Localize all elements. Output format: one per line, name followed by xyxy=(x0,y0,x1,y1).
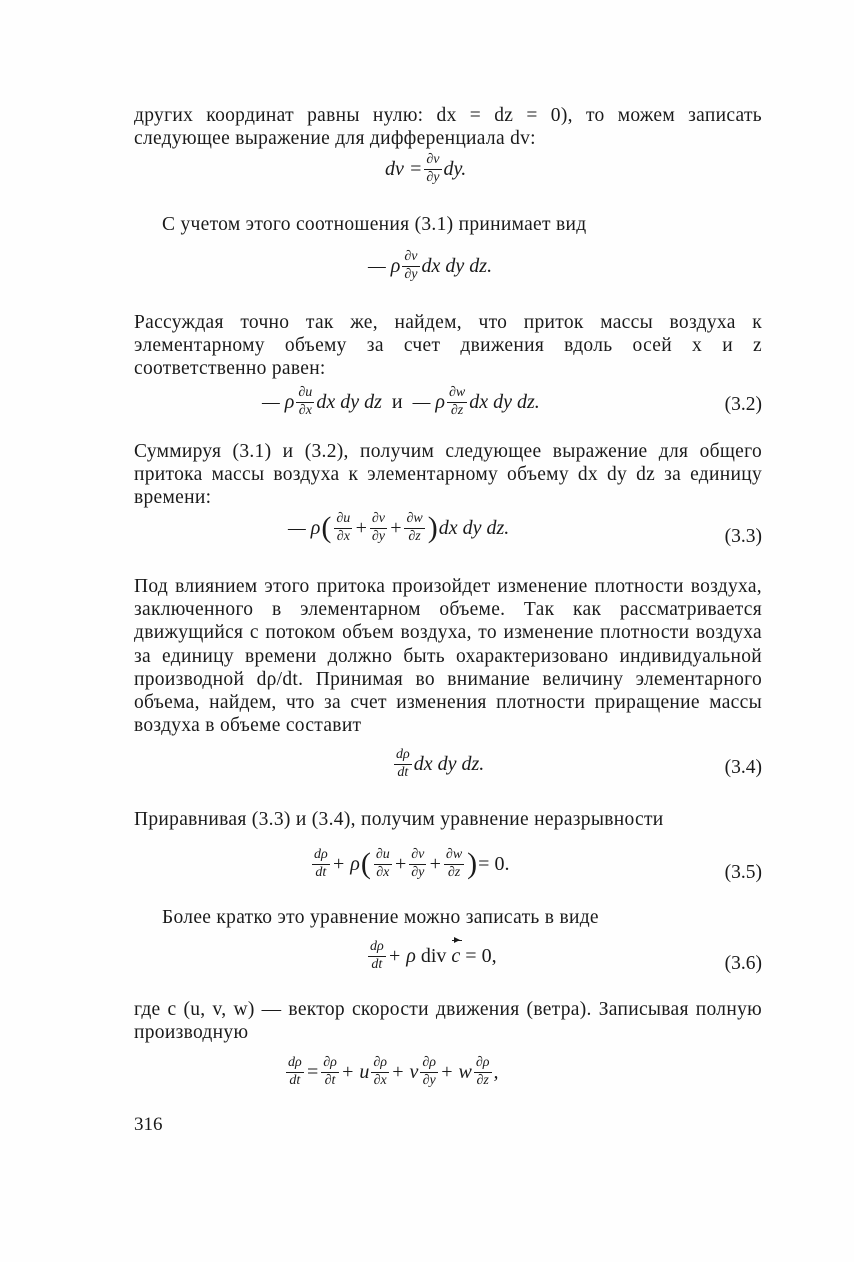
equation-dv: dv = $\frac{\partial v}{\partial y}$ dy. xyxy=(385,152,467,185)
paragraph-inflow-xz: Рассуждая точно так же, найдем, что приток массы воздуха к элементарному объему за счет движения вдоль осей x и z соответственно равен: xyxy=(134,312,762,380)
paragraph-velocity-vector: где c (u, v, w) — вектор скорости движения (ветра). Записывая полную производную xyxy=(134,999,762,1044)
equation-total-derivative: $\frac{d\rho}{dt}$ = $\frac{\partial\rho}{\partial t}$ + u $\frac{\partial\rho}{\partial x}$ + v $\frac{\partial\rho}{\partial y}$ + w $\frac{\partial\rho}{\partial z}$ , xyxy=(288,1055,499,1088)
paragraph-coordinates: других координат равны нулю: dx = dz = 0), то можем записать следующее выражение для дифференциала dv: xyxy=(134,105,762,150)
equation-3-5: $\frac{d\rho}{dt}$ + ρ ( $\frac{\partial u}{\partial x}$ + $\frac{\partial v}{\partial y}$ + $\frac{\partial w}{\partial z}$ ) = 0. xyxy=(314,847,510,881)
equation-mass-inflow-y: — ρ $\frac{\partial v}{\partial y}$ dx dy dz. xyxy=(368,249,493,282)
equation-number-3-6: (3.6) xyxy=(724,953,762,974)
equation-3-6: $\frac{d\rho}{dt}$ + ρ div c = 0, xyxy=(370,939,497,972)
paragraph-density-change: Под влиянием этого притока произойдет изменение плотности воздуха, заключенного в элементарном объеме. Так как рассматривается движущийся с потоком объем воздуха, то изменение плотности воздуха за единицу времени должно быть охарактеризовано индивидуальной производной dρ/dt. Принимая во внимание величину элементарного объема, найдем, что за счет изменения плотности приращение массы воздуха в объеме составит xyxy=(134,576,762,737)
paragraph-short-form: Более кратко это уравнение можно записать в виде xyxy=(162,907,599,928)
equation-3-2: — ρ $\frac{\partial u}{\partial x}$ dx dy dz и — ρ $\frac{\partial w}{\partial z}$ dx dy dz. xyxy=(262,385,540,418)
equation-number-3-2: (3.2) xyxy=(724,394,762,415)
equation-number-3-5: (3.5) xyxy=(724,862,762,883)
page-number: 316 xyxy=(134,1114,163,1135)
equation-3-3: — ρ ( $\frac{\partial u}{\partial x}$ + $\frac{\partial v}{\partial y}$ + $\frac{\partial w}{\partial z}$ ) dx dy dz. xyxy=(288,511,510,545)
equation-number-3-3: (3.3) xyxy=(724,526,762,547)
paragraph-total-inflow: Суммируя (3.1) и (3.2), получим следующее выражение для общего притока массы воздуха к элементарному объему dx dy dz за единицу времени: xyxy=(134,441,762,509)
paragraph-continuity: Приравнивая (3.3) и (3.4), получим уравнение неразрывности xyxy=(134,809,664,830)
equation-number-3-4: (3.4) xyxy=(724,757,762,778)
paragraph-substitution: С учетом этого соотношения (3.1) принимает вид xyxy=(162,214,587,235)
equation-3-4: $\frac{d\rho}{dt}$ dx dy dz. xyxy=(396,747,485,780)
